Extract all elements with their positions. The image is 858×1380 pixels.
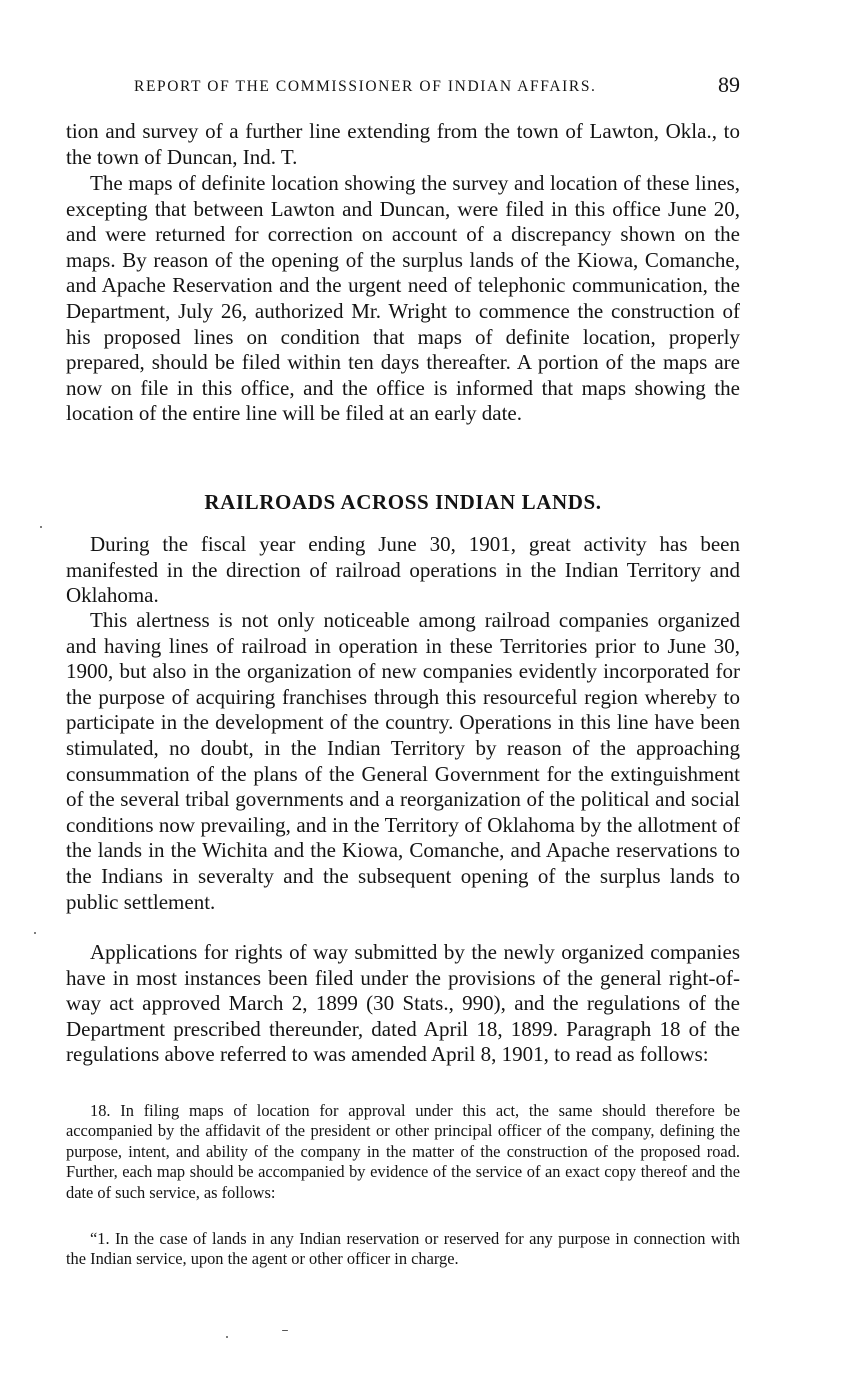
scan-speck [40,526,42,528]
running-header [134,72,740,97]
paragraph-applications: Applications for rights of way submitted by the newly organized companies have in most instances been filed under the provisions of the general right-of-way act approved March 2, 1899 (30 Stats., 990), and the regulations of the Department prescribed thereunder, dated April 18, 1899. Paragraph 18 of the regulations above referred to was amended April 8, 1901, to read as follows: [66,940,740,1067]
paragraph-maps-location: The maps of definite location showing the survey and location of these lines, excepting that between Lawton and Duncan, were filed in this office June 20, and were returned for correction on account of a discrepancy shown on the maps. By reason of the opening of the surplus lands of the Kiowa, Comanche, and Apache Reservation and the urgent need of telephonic communication, the Department, July 26, authorized Mr. Wright to commence the construction of his proposed lines on condition that maps of definite location, properly prepared, should be filed within ten days thereafter. A portion of the maps are now on file in this office, and the office is informed that maps showing the location of the entire line will be filed at an early date. [66,171,740,426]
section-heading: RAILROADS ACROSS INDIAN LANDS. [204,490,602,514]
page-number: 89 [718,72,740,97]
scan-speck [282,1330,288,1331]
paragraph-alertness: This alertness is not only noticeable among railroad companies organized and having lines of railroad in operation in these Territories prior to June 30, 1900, but also in the organization of new companies evidently incorporated for the purpose of acquiring franchises through this resourceful region whereby to participate in the development of the country. Operations in this line have been stimulated, no doubt, in the Indian Territory by reason of the approaching consummation of the plans of the General Government for the extinguishment of the several tribal governments and a reorganization of the political and social conditions now prevailing, and in the Territory of Oklahoma by the allotment of the lands in the Wichita and the Kiowa, Comanche, and Apache reservations to the Indians in severalty and the subsequent opening of the surplus lands to public settlement. [66,608,740,914]
scan-speck [34,932,36,934]
scan-speck [226,1336,228,1338]
paragraph-continued: tion and survey of a further line extending from the town of Lawton, Okla., to the town of Duncan, Ind. T. [66,119,740,169]
paragraph-fiscal-year: During the fiscal year ending June 30, 1901, great activity has been manifested in the direction of railroad operations in the Indian Territory and Oklahoma. [66,532,740,608]
quoted-item-1: “1. In the case of lands in any Indian reservation or reserved for any purpose in connection with the Indian service, upon the agent or other officer in charge. [66,1229,740,1269]
quoted-regulation-18: 18. In filing maps of location for approval under this act, the same should therefore be accompanied by the affidavit of the president or other principal officer of the company, defining the purpose, intent, and ability of the company in the matter of the construction of the proposed road. Further, each map should be accompanied by evidence of the service of an exact copy thereof and the date of such service, as follows: [66,1101,740,1202]
running-title: REPORT OF THE COMMISSIONER OF INDIAN AFFAIRS. [134,78,597,95]
